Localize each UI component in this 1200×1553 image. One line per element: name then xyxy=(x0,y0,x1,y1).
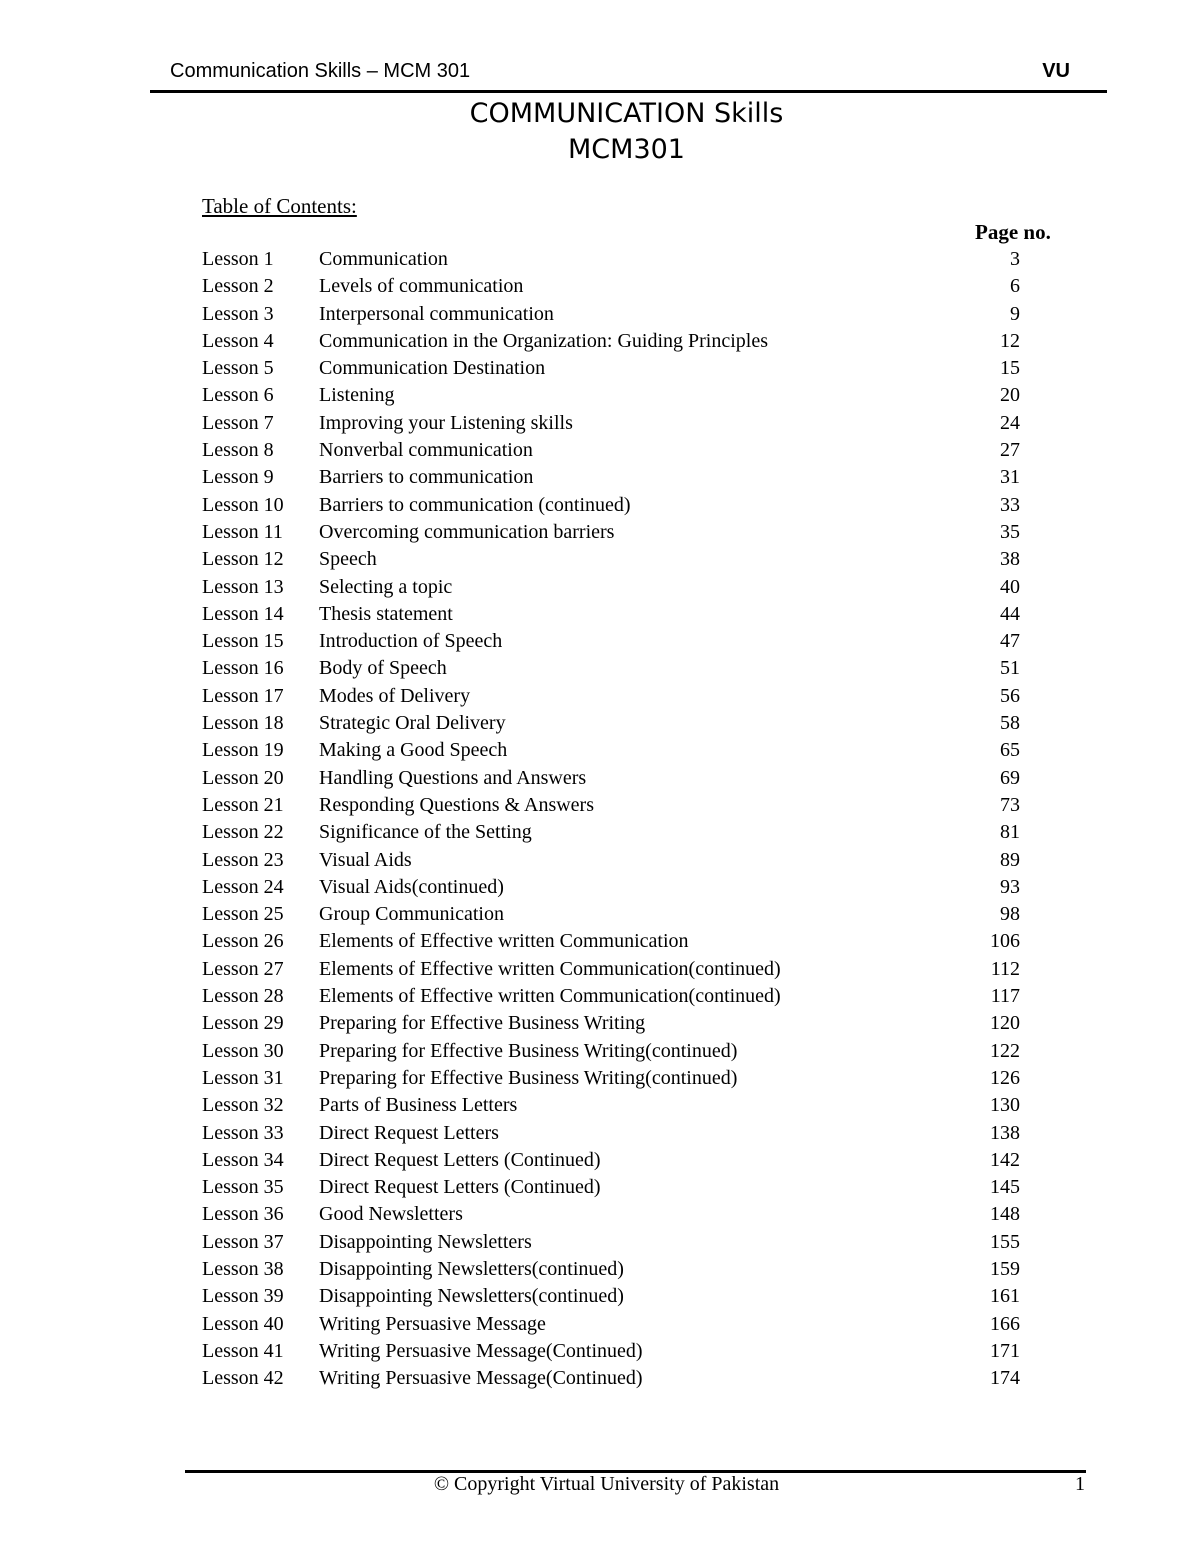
toc-lesson-label: Lesson 38 xyxy=(202,1257,284,1280)
toc-row xyxy=(202,246,1050,273)
toc-row xyxy=(202,1147,1050,1174)
toc-lesson-title: Visual Aids(continued) xyxy=(319,875,504,898)
toc-row xyxy=(202,601,1050,628)
toc-lesson-title: Parts of Business Letters xyxy=(319,1094,518,1117)
toc-lesson-title: Writing Persuasive Message xyxy=(319,1312,546,1335)
toc-page-number: 3 xyxy=(1010,248,1020,270)
toc-row xyxy=(202,874,1050,901)
toc-lesson-label: Lesson 2 xyxy=(202,275,274,298)
toc-lesson-title: Preparing for Effective Business Writing(continued) xyxy=(319,1039,738,1062)
toc-row xyxy=(202,983,1050,1010)
toc-lesson-title: Speech xyxy=(319,548,377,571)
toc-page-number: 40 xyxy=(1000,575,1020,598)
toc-lesson-title: Writing Persuasive Message(Continued) xyxy=(319,1339,643,1362)
toc-row xyxy=(202,1365,1050,1392)
toc-row xyxy=(202,1338,1050,1365)
toc-lesson-label: Lesson 39 xyxy=(202,1285,284,1308)
toc-row xyxy=(202,1256,1050,1283)
toc-row xyxy=(202,301,1050,328)
toc-row xyxy=(202,819,1050,846)
toc-page-number: 73 xyxy=(1000,793,1020,816)
toc-row xyxy=(202,382,1050,409)
toc-lesson-title: Disappointing Newsletters xyxy=(319,1230,532,1253)
toc-lesson-label: Lesson 33 xyxy=(202,1121,284,1144)
toc-lesson-label: Lesson 31 xyxy=(202,1066,284,1089)
toc-heading: Table of Contents: xyxy=(202,194,357,218)
toc-lesson-label: Lesson 5 xyxy=(202,357,274,380)
toc-lesson-title: Levels of communication xyxy=(319,275,524,298)
toc-row xyxy=(202,1283,1050,1310)
toc-lesson-title: Overcoming communication barriers xyxy=(319,520,615,543)
toc-lesson-label: Lesson 12 xyxy=(202,548,284,571)
toc-page-number: 171 xyxy=(990,1339,1020,1362)
toc-lesson-title: Responding Questions & Answers xyxy=(319,793,594,816)
toc-lesson-label: Lesson 4 xyxy=(202,329,274,352)
toc-lesson-title: Selecting a topic xyxy=(319,575,453,598)
toc-page-number: 15 xyxy=(1000,357,1020,380)
toc-lesson-label: Lesson 17 xyxy=(202,684,284,707)
toc-page-number: 145 xyxy=(990,1176,1020,1199)
footer-copyright: © Copyright Virtual University of Pakistan xyxy=(433,1473,780,1495)
toc-row xyxy=(202,437,1050,464)
toc-page-number: 126 xyxy=(990,1066,1020,1089)
toc-row xyxy=(202,737,1050,764)
toc-lesson-label: Lesson 25 xyxy=(202,903,284,926)
toc-lesson-label: Lesson 34 xyxy=(202,1148,284,1171)
toc-lesson-label: Lesson 42 xyxy=(202,1367,284,1390)
toc-lesson-label: Lesson 36 xyxy=(202,1203,284,1226)
toc-page-number: 138 xyxy=(990,1121,1020,1144)
toc-page-number: 69 xyxy=(1000,766,1020,789)
toc-page-number: 51 xyxy=(1000,657,1020,680)
toc-row xyxy=(202,655,1050,682)
toc-page-number: 98 xyxy=(1000,903,1020,926)
toc-page-number: 130 xyxy=(990,1094,1020,1117)
page-number-heading: Page no. xyxy=(975,220,1051,244)
toc-lesson-title: Group Communication xyxy=(319,903,504,926)
toc-lesson-title: Improving your Listening skills xyxy=(319,411,573,434)
toc-page-number: 155 xyxy=(990,1230,1020,1253)
toc-row xyxy=(202,1065,1050,1092)
toc-lesson-title: Modes of Delivery xyxy=(319,684,471,707)
toc-lesson-label: Lesson 35 xyxy=(202,1176,284,1199)
toc-lesson-label: Lesson 13 xyxy=(202,575,284,598)
toc-row xyxy=(202,355,1050,382)
toc-lesson-label: Lesson 15 xyxy=(202,630,284,653)
toc-lesson-label: Lesson 3 xyxy=(202,302,274,325)
toc-row xyxy=(202,1120,1050,1147)
toc-lesson-title: Preparing for Effective Business Writing(continued) xyxy=(319,1066,738,1089)
document-title xyxy=(0,96,1200,168)
title-line-2: MCM301 xyxy=(568,134,685,165)
toc-lesson-title: Direct Request Letters xyxy=(319,1121,499,1144)
toc-lesson-label: Lesson 28 xyxy=(202,985,284,1008)
toc-row xyxy=(202,273,1050,300)
toc-lesson-label: Lesson 40 xyxy=(202,1312,284,1335)
toc-lesson-label: Lesson 11 xyxy=(202,520,283,543)
toc-lesson-title: Listening xyxy=(319,384,395,407)
toc-lesson-title: Communication Destination xyxy=(319,357,546,380)
toc-lesson-title: Good Newsletters xyxy=(319,1203,463,1226)
toc-lesson-label: Lesson 10 xyxy=(202,493,284,516)
toc-page-number: 89 xyxy=(1000,848,1020,871)
toc-page-number: 120 xyxy=(990,1012,1020,1035)
toc-row xyxy=(202,410,1050,437)
toc-page-number: 6 xyxy=(1010,275,1020,298)
toc-row xyxy=(202,1174,1050,1201)
toc-lesson-title: Preparing for Effective Business Writing xyxy=(319,1012,646,1035)
toc-page-number: 106 xyxy=(990,930,1020,953)
toc-lesson-title: Visual Aids xyxy=(319,848,412,871)
toc-page-number: 174 xyxy=(990,1367,1020,1390)
toc-lesson-title: Communication xyxy=(319,248,448,270)
toc-row xyxy=(202,1311,1050,1338)
toc-lesson-label: Lesson 41 xyxy=(202,1339,284,1362)
toc-row xyxy=(202,519,1050,546)
toc-lesson-title: Barriers to communication (continued) xyxy=(319,493,631,516)
toc-lesson-label: Lesson 27 xyxy=(202,957,284,980)
toc-page-number: 117 xyxy=(990,985,1020,1008)
toc-page-number: 44 xyxy=(1000,602,1020,625)
toc-row xyxy=(202,928,1050,955)
toc-lesson-title: Handling Questions and Answers xyxy=(319,766,587,789)
toc-page-number: 31 xyxy=(1000,466,1020,489)
toc-page-number: 159 xyxy=(990,1257,1020,1280)
toc-lesson-label: Lesson 16 xyxy=(202,657,284,680)
toc-row xyxy=(202,956,1050,983)
toc-page-number: 33 xyxy=(1000,493,1020,516)
toc-lesson-title: Interpersonal communication xyxy=(319,302,554,325)
toc-page-number: 65 xyxy=(1000,739,1020,762)
page-header xyxy=(170,60,1070,90)
toc-row xyxy=(202,328,1050,355)
toc-row xyxy=(202,628,1050,655)
toc-lesson-label: Lesson 6 xyxy=(202,384,274,407)
toc-lesson-label: Lesson 21 xyxy=(202,793,284,816)
toc-row xyxy=(202,574,1050,601)
toc-row xyxy=(202,1092,1050,1119)
toc-lesson-title: Elements of Effective written Communication(continued) xyxy=(319,957,781,980)
toc-page-number: 81 xyxy=(1000,821,1020,844)
toc-page-number: 122 xyxy=(990,1039,1020,1062)
toc-row xyxy=(202,765,1050,792)
toc-row xyxy=(202,847,1050,874)
toc-page-number: 38 xyxy=(1000,548,1020,571)
toc-lesson-title: Body of Speech xyxy=(319,657,447,680)
title-line-1: COMMUNICATION Skills xyxy=(469,98,784,129)
header-course-title: Communication Skills – MCM 301 xyxy=(170,60,471,82)
toc-lesson-title: Introduction of Speech xyxy=(319,630,503,653)
toc-page-number: 12 xyxy=(1000,329,1020,352)
toc-lesson-label: Lesson 24 xyxy=(202,875,284,898)
toc-lesson-label: Lesson 19 xyxy=(202,739,284,762)
toc-page-number: 24 xyxy=(1000,411,1020,434)
toc-lesson-title: Making a Good Speech xyxy=(319,739,508,762)
toc-row xyxy=(202,1201,1050,1228)
toc-row xyxy=(202,1010,1050,1037)
toc-lesson-title: Nonverbal communication xyxy=(319,439,533,462)
toc-lesson-label: Lesson 1 xyxy=(202,248,274,270)
toc-lesson-label: Lesson 37 xyxy=(202,1230,284,1253)
toc-lesson-title: Elements of Effective written Communication xyxy=(319,930,689,953)
toc-lesson-label: Lesson 9 xyxy=(202,466,274,489)
toc-page-number: 56 xyxy=(1000,684,1020,707)
toc-lesson-title: Barriers to communication xyxy=(319,466,534,489)
header-institution: VU xyxy=(1042,60,1070,82)
toc-lesson-label: Lesson 8 xyxy=(202,439,274,462)
toc-lesson-title: Elements of Effective written Communication(continued) xyxy=(319,985,781,1008)
toc-lesson-title: Disappointing Newsletters(continued) xyxy=(319,1285,624,1308)
toc-page-number: 35 xyxy=(1000,520,1020,543)
table-of-contents xyxy=(202,246,1050,1392)
toc-lesson-title: Communication in the Organization: Guiding Principles xyxy=(319,329,769,352)
toc-page-number: 148 xyxy=(990,1203,1020,1226)
toc-row xyxy=(202,683,1050,710)
toc-lesson-label: Lesson 20 xyxy=(202,766,284,789)
toc-page-number: 93 xyxy=(1000,875,1020,898)
toc-row xyxy=(202,710,1050,737)
toc-page-number: 58 xyxy=(1000,712,1020,735)
toc-row xyxy=(202,464,1050,491)
toc-lesson-label: Lesson 23 xyxy=(202,848,284,871)
toc-lesson-label: Lesson 7 xyxy=(202,411,274,434)
toc-page-number: 166 xyxy=(990,1312,1020,1335)
toc-lesson-label: Lesson 30 xyxy=(202,1039,284,1062)
toc-lesson-label: Lesson 14 xyxy=(202,602,284,625)
toc-page-number: 142 xyxy=(990,1148,1020,1171)
toc-page-number: 20 xyxy=(1000,384,1020,407)
toc-page-number: 47 xyxy=(1000,630,1020,653)
toc-lesson-label: Lesson 18 xyxy=(202,712,284,735)
toc-lesson-title: Direct Request Letters (Continued) xyxy=(319,1176,601,1199)
toc-lesson-title: Significance of the Setting xyxy=(319,821,532,844)
toc-page-number: 112 xyxy=(990,957,1020,980)
toc-row xyxy=(202,901,1050,928)
toc-lesson-title: Writing Persuasive Message(Continued) xyxy=(319,1367,643,1390)
toc-row xyxy=(202,1229,1050,1256)
toc-page-number: 9 xyxy=(1010,302,1020,325)
toc-lesson-label: Lesson 26 xyxy=(202,930,284,953)
toc-lesson-title: Direct Request Letters (Continued) xyxy=(319,1148,601,1171)
header-divider xyxy=(150,90,1107,93)
toc-row xyxy=(202,492,1050,519)
toc-lesson-title: Strategic Oral Delivery xyxy=(319,712,506,735)
toc-row xyxy=(202,792,1050,819)
toc-lesson-title: Thesis statement xyxy=(319,602,453,625)
toc-lesson-label: Lesson 29 xyxy=(202,1012,284,1035)
toc-page-number: 27 xyxy=(1000,439,1020,462)
toc-lesson-title: Disappointing Newsletters(continued) xyxy=(319,1257,624,1280)
toc-row xyxy=(202,1038,1050,1065)
toc-row xyxy=(202,546,1050,573)
toc-lesson-label: Lesson 32 xyxy=(202,1094,284,1117)
toc-page-number: 161 xyxy=(990,1285,1020,1308)
footer-page-number: 1 xyxy=(1075,1473,1085,1495)
toc-lesson-label: Lesson 22 xyxy=(202,821,284,844)
